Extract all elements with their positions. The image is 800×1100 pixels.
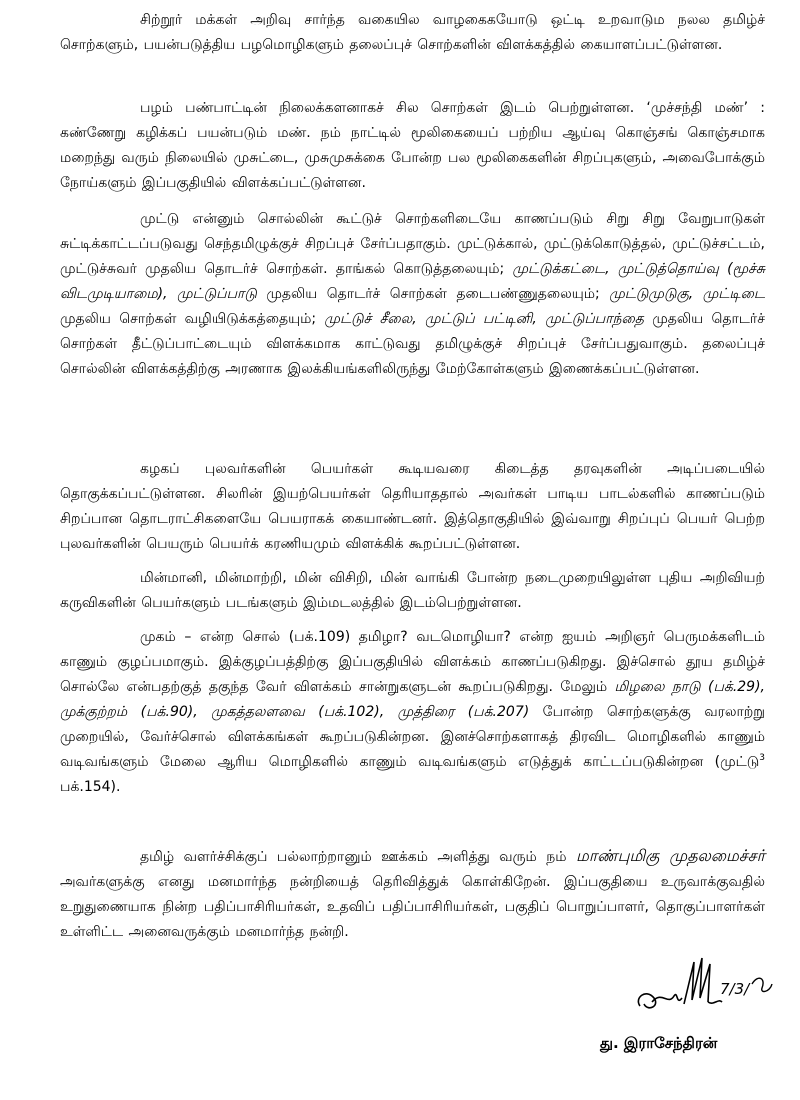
signer-name: து. இராசேந்திரன்: [600, 1034, 718, 1052]
p3-italic-2: முட்டுமுடுகு, முட்டிடை: [609, 286, 765, 302]
paragraph-heritage-words: பழம் பண்பாட்டின் நிலைக்களனாகச் சில சொற்கள் இடம் பெற்றுள்ளன. ‘முச்சந்தி மண்’ : கண்ணேறு கழிக்கப் பயன்படும் மண். நம் நாட்டில் மூலிகையைப் பற்றிய ஆய்வு கொஞ்சங் கொஞ்சமாக மறைந்து வரும் நிலையில் முசுட்டை, முசுமுசுக்கை போன்ற பல மூலிகைகளின் சிறப்புகளும், அவைபோக்கும் நோய்களும் இப்பகுதியில் விளக்கப்பட்டுள்ளன.: [60, 100, 765, 191]
p3-text-4: முதலிய தொடர்ச் சொற்கள் தீட்டுப்பாட்டையும் விளக்கமாக காட்டுவது தமிழுக்குச் சிறப்புச் சேர்ப்பதுவாகும். தலைப்புச் சொல்லின் விளக்கத்திற்கு அரணாக இலக்கியங்களிலிருந்து மேற்கோள்களும் இணைக்கப்பட்டுள்ளன.: [60, 311, 765, 377]
p6-text-2: போன்ற சொற்களுக்கு வரலாற்று முறையில், வேர்ச்சொல் விளக்கங்கள் கூறப்படுகின்றன. இனச்சொற்களாகத் திரவிட மொழிகளில் காணும் வடிவங்களும் மேலை ஆரிய மொழிகளில் காணும் வடிவங்களும் எடுத்துக் காட்டப்படுகின்றன (முட்டு: [60, 704, 765, 770]
handwritten-signature: [632, 954, 782, 1024]
p6-text-1: முகம் – என்ற சொல் (பக்.109) தமிழா? வடமொழியா? என்ற ஐயம் அறிஞர் பெருமக்களிடம் காணும் குழப்பமாகும். இக்குழப்பத்திற்கு இப்பகுதியில் விளக்கம் காணப்படுகிறது. இச்சொல் தூய தமிழ்ச் சொல்லே என்பதற்குத் தகுந்த வேர் விளக்கம் சான்றுகளுடன் கூறப்படுகிறது. மேலும்: [60, 629, 765, 695]
p3-italic-1: முட்டுக்கட்டை, முட்டுத்தொய்வு (மூச்சு விடமுடியாமை), முட்டுப்பாடு: [60, 261, 765, 302]
paragraph-muttu-compounds: [60, 207, 765, 382]
paragraph-scientific-instruments: மின்மானி, மின்மாற்றி, மின் விசிறி, மின் வாங்கி போன்ற நடைமுறையிலுள்ள புதிய அறிவியற் கருவிகளின் பெயர்களும் படங்களும் இம்மடலத்தில் இடம்பெற்றுள்ளன.: [60, 570, 765, 611]
paragraph-acknowledgement: [60, 843, 765, 945]
p3-text-2: முதலிய தொடர்ச் சொற்கள் தடைபண்ணுதலையும்;: [256, 286, 610, 302]
p7-italic-title: மாண்புமிகு முதலமைச்சர்: [575, 846, 765, 865]
signature-date: 7/3/: [720, 980, 750, 998]
p3-italic-3: முட்டுச் சீலை, முட்டுப் பட்டினி, முட்டுப்பாந்தை: [324, 311, 644, 327]
p3-text-1: முட்டு என்னும் சொல்லின் கூட்டுச் சொற்களிடையே காணப்படும் சிறு சிறு வேறுபாடுகள் சுட்டிக்காட்டப்படுவது செந்தமிழுக்குச் சிறப்புச் சேர்ப்பதாகும். முட்டுக்கால், முட்டுக்கொடுத்தல், முட்டுச்சட்டம், முட்டுச்சுவர் முதலிய தொடர்ச் சொற்கள். தாங்கல் கொடுத்தலையும்;: [60, 211, 765, 277]
p6-italic-1: மிழலை நாடு (பக்.29), முக்குற்றம் (பக்.90), முகத்தலளவை (பக்.102), முத்திரை (பக்.207): [60, 679, 765, 720]
p7-text-1: தமிழ் வளர்ச்சிக்குப் பல்லாற்றானும் ஊக்கம் அளித்து வரும் நம்: [140, 849, 576, 865]
paragraph-village-words: சிற்றூர் மக்கள் அறிவு சார்ந்த வகையில வாழகைகயோடு ஒட்டி உறவாடும நலல தமிழ்ச் சொற்களும், பயன்படுத்திய பழமொழிகளும் தலைப்புச் சொற்களின் விளக்கத்தில் கையாளப்பட்டுள்ளன.: [60, 12, 765, 53]
p6-superscript: 3: [759, 753, 765, 763]
p6-text-3: பக்.154).: [60, 779, 121, 795]
p3-text-3: முதலிய சொற்கள் வழியிடுக்கத்தையும்;: [60, 311, 325, 327]
paragraph-sangam-poets: கழகப் புலவர்களின் பெயர்கள் கூடியவரை கிடைத்த தரவுகளின் அடிப்படையில் தொகுக்கப்பட்டுள்ளன. சிலரின் இயற்பெயர்கள் தெரியாததால் அவர்கள் பாடிய பாடல்களில் காணப்படும் சிறப்பான தொடராட்சிகளையே பெயராகக் கையாண்டனர். இத்தொகுதியில் இவ்வாறு சிறப்புப் பெயர் பெற்ற புலவர்களின் பெயரும் பெயர்க் கரணியமும் விளக்கிக் கூறப்பட்டுள்ளன.: [60, 461, 765, 552]
paragraph-mugam-etymology: [60, 625, 765, 800]
p7-text-2: அவர்களுக்கு எனது மனமார்ந்த நன்றியைத் தெரிவித்துக் கொள்கிறேன். இப்பகுதியை உருவாக்குவதில் உறுதுணையாக நின்ற பதிப்பாசிரியர்கள், உதவிப் பதிப்பாசிரியர்கள், பகுதிப் பொறுப்பாளர், தொகுப்பாளர்கள் உள்ளிட்ட அனைவருக்கும் மனமார்ந்த நன்றி.: [60, 874, 765, 940]
